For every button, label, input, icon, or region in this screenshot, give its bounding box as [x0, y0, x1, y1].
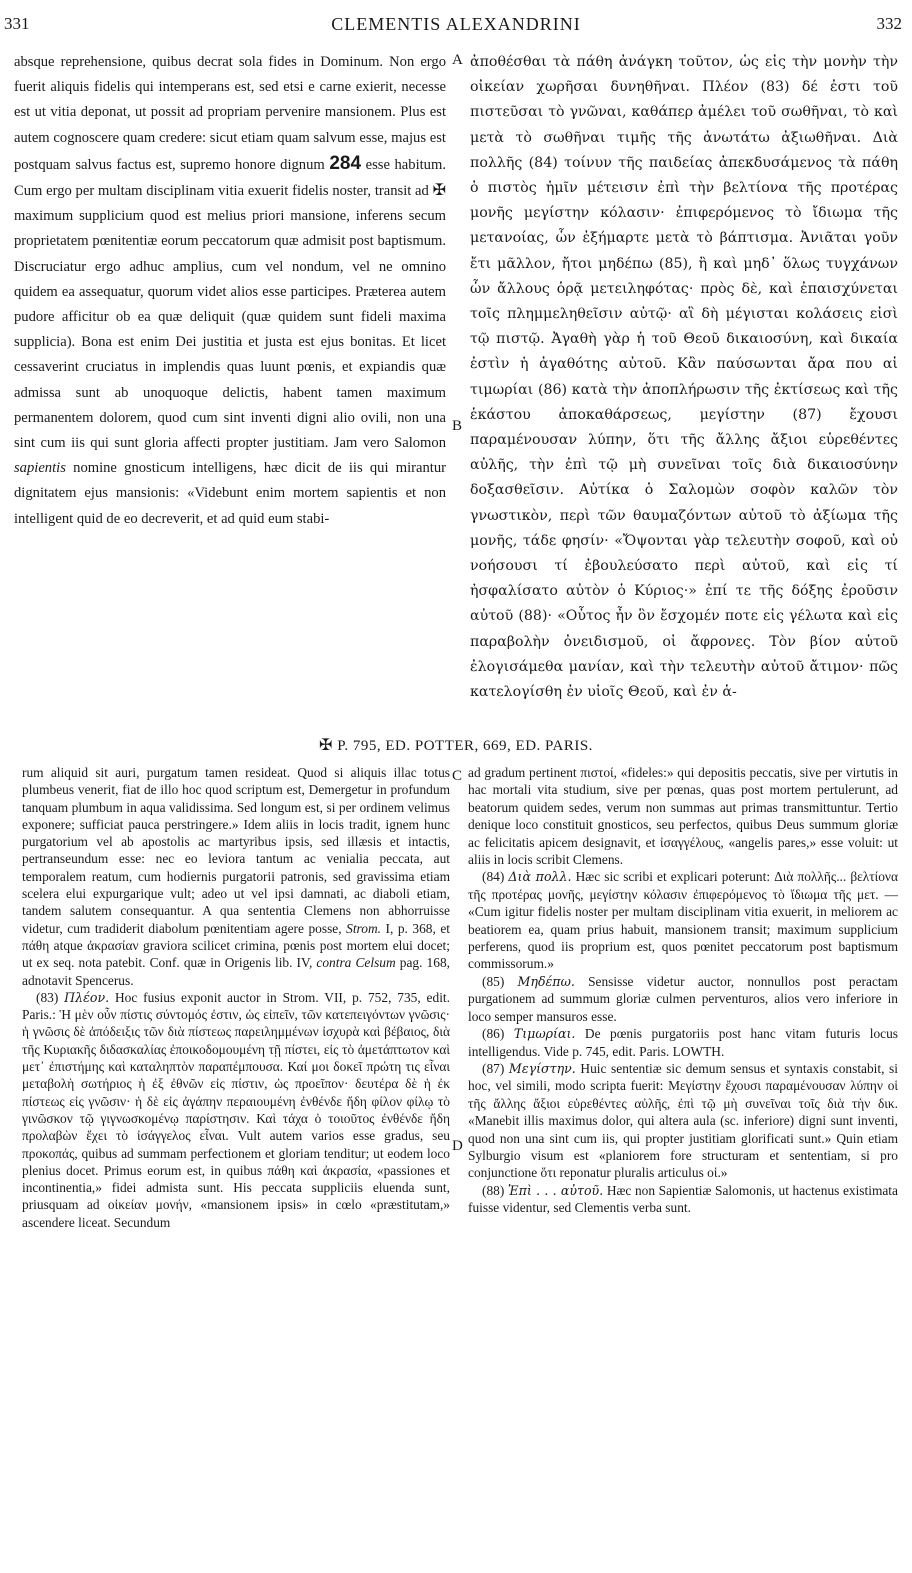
- footnote-text: Hæc non Sapientiæ Salomonis, ut hactenus existimata fuisse videntur, sed Clementis verba sunt.: [468, 1182, 898, 1216]
- footnote-87: [468, 1060, 898, 1182]
- footnote-number: (84): [482, 869, 505, 885]
- section-marker-b: B: [452, 418, 463, 434]
- note-italic: contra Celsum: [316, 955, 396, 971]
- footnote-84: [468, 868, 898, 972]
- footnote-lemma: Τιμωρίαι.: [513, 1026, 576, 1042]
- latin-paragraph: [14, 50, 446, 532]
- footnote-continuation: [22, 764, 450, 989]
- latin-text-part-4: nomine gnosticum intelligens, hæc dicit de iis qui mirantur dignitatem ejus mansionis: «Videbunt enim mortem sapientis et non intelligent quid de eo decreverit, et ad quid eum stabi-: [14, 460, 446, 527]
- section-marker-c: C: [452, 768, 463, 784]
- footnote-83: [22, 989, 450, 1231]
- note-text: pag. 168, adnotavit Spencerus.: [22, 955, 450, 988]
- edition-page-number: 284: [329, 152, 362, 174]
- note-italic: Strom.: [346, 920, 381, 936]
- footnote-number: (83): [36, 989, 59, 1005]
- footnote-85: [468, 973, 898, 1025]
- latin-text-part-1: absque reprehensione, quibus decrat sola fides in Dominum. Non ergo fuerit aliquis fidelis qui intemperans est, sed etsi e carne exierit, necesse est ut vitia deponat, ut possit ad propriam pervenire mansionem. Plus est autem cognoscere quam credere: sicut etiam quam salvum esse, majus est postquam salvus factus est, supremo honore dignum: [14, 54, 446, 173]
- footnote-lemma: Πλέον.: [64, 989, 110, 1005]
- latin-text-part-2: esse habitum. Cum ergo per multam disciplinam vitia exuerit fidelis noster, transit ad: [14, 156, 446, 200]
- footnote-number: (86): [482, 1026, 505, 1042]
- running-header: [0, 14, 912, 40]
- latin-text-part-3: maximum supplicium quod est melius priori mansione, inferens secum proprietatem pœnitentiæ eorum peccatorum quæ admisit post baptismum. Discruciatur ergo adhuc amplius, cum vel nondum, vel ne omnino quidem ea assequatur, quorum videt alios esse participes. Præterea autem pudore afficitur ob ea quæ deliquit (quæ quidem sunt fideli maxima supplicia). Bona est enim Dei justitia et justa est ejus bonitas. Et licet cessaverint cruciatus in implendis quas luunt pœnis, et expiandis quæ admissa sunt ab unoquoque delictis, habent tamen maximum permanentem dolorem, quod cum sint inventi digni alio ovili, non una sint cum iis qui sunt gloria affecti propter justitiam. Jam vero Salomon: [14, 208, 446, 452]
- footnotes-left-column: [22, 764, 450, 1544]
- footnotes-right-column: [468, 764, 898, 1544]
- footnote-number: (85): [482, 973, 505, 989]
- running-title: CLEMENTIS ALEXANDRINI: [331, 14, 581, 34]
- footnote-88: [468, 1182, 898, 1217]
- footnote-text: De pœnis purgatoriis post hanc vitam futuris locus intelligendus. Vide p. 745, edit. Paris. LOWTH.: [468, 1026, 898, 1059]
- note-text: rum aliquid sit auri, purgatum tamen resideat. Quod si aliquis illac totus plumbeus venerit, fiat de illo hoc quod scriptum est, Demergetur in profundum tanquam plumbum in aqua validissima. Sed longum est, si per ordinem velimus exponere; sufficiat pauca perstringere.» Idem aliis in locis tradit, ignem hunc purgatorium vel ab apostolis ac martyribus ipsis, sed illæsis et intactis, pertranseundum esse: nec eo leviora tantum ac venialia peccata, aut temporalem reatum, cum hodiernis purgatorii patronis, sed gravissima etiam scelera elui expurgarique vult; adeo ut vel ipsi damnati, ac diaboli etiam, tandem salutem consequantur. A qua sententia Clemens non abhorruisse videtur, cum tradiderit diabolum pœnitentiam agere posse,: [22, 765, 450, 936]
- footnote-number: (88): [482, 1182, 505, 1198]
- footnote-continuation: ad gradum pertinent πιστοί, «fideles:» qui depositis peccatis, sive per virtutis in hac mortali vita studium, sive per pœnas, quas post mortem pertulerunt, ad beatorum quidem sedes, verum non summas aut primas transmittuntur. Tertio denique loco constituit gnosticos, seu perfectos, quibus Deus summum gloriæ ac felicitatis apicem designavit, et ἰσαγγέλους, «angelis pares,» esse voluit: ut aliis in locis scribit Clemens.: [468, 765, 898, 868]
- section-marker-d: D: [452, 1138, 463, 1154]
- greek-text-column: [470, 50, 898, 730]
- footnote-text: Hoc fusius exponit auctor in Strom. VII, p. 752, 735, edit. Paris.: Ἡ μὲν οὖν πίστις σύντομός ἐστιν, ὡς εἰπεῖν, τῶν κατεπειγόντων γνῶσις· ἡ γνῶσις δὲ ἀπόδειξις τῶν διὰ πίστεως παρειλημμένων ἰσχυρὰ καὶ βέβαιος, διὰ τῆς Κυριακῆς διδασκαλίας ἐποικοδομουμένη τῇ πίστει, εἰς τὸ ἀμετάπτωτον καὶ μετ᾽ ἐπιστήμης καὶ καταληπτὸν παραπέμπουσα. Καί μοι δοκεῖ πρώτη τις εἶναι μεταβολὴ σωτήριος ἡ ἐξ ἐθνῶν εἰς πίστιν, ὡς προεῖπον· δευτέρα δὲ ἡ ἐκ πίστεως εἰς γνῶσιν· ἡ δὲ εἰς ἀγάπην περαιουμένη ἐνθένδε ἤδη φίλον φίλῳ τὸ γινῶσκον τῷ γιγνωσκομένῳ παρίστησιν. Καὶ τάχα ὁ τοιοῦτος ἐνθένδε ἤδη προλαβὼν ἔχει τὸ ἰσάγγελος εἶναι. Vult autem varios esse gradus, seu προκοπάς, quibus ad summam perfectionem et gloriam tenditur; ut eodem loco plenius docet. Primus eorum est, in quibus πάθη καὶ ἀκρασία, «passiones et incontinentia,» fidei admista sunt. His peccata suppliciis eluenda sunt, priusquam ad οἰκείαν μονήν, «mansionem ipsis» in cœlo «præstitutam,» ascendere liceat. Secundum: [22, 989, 450, 1230]
- footnote-number: (87): [482, 1060, 505, 1076]
- footnote-lemma: Μηδέπω.: [517, 973, 575, 989]
- section-marker-a: A: [452, 52, 463, 68]
- footnote-lemma: Ἐπὶ . . . αὐτοῦ.: [507, 1182, 604, 1198]
- cross-mark: ✠: [432, 182, 446, 200]
- edition-reference-line: [0, 735, 912, 755]
- footnote-lemma: Μεγίστην.: [508, 1060, 576, 1076]
- italic-word: sapientis: [14, 460, 66, 477]
- note-text: I, p. 368, et πάθη atque ἀκρασίαν graviora scilicet crimina, pœnis post mortem elui docet; ut ex seq. nota patebit. Conf. quæ in Origenis lib. IV,: [22, 920, 450, 971]
- latin-translation-column: [14, 50, 446, 730]
- footnote-text: Huic sententiæ sic demum sensus et syntaxis constabit, si hoc, vel simili, modo scripta fuerit: Μεγίστην ἔχουσι παραμένουσαν λύπην οἱ τῆς ἄλλης ἄξιοι εὑρεθέντες αὐλῆς, ἐπὶ τῷ μὴ συνεῖναι τοῖς διὰ τὴν δικ. «Manebit illis maximus dolor, qui altera aula (sc. inferiore) digni sunt inventi, quod non una sint cum iis, qui propter justitiam glorificati sunt.» Quin etiam Sylburgio visum est «planiorem fore structuram et sententiam, si pro conjunctione ὅτι reponatur pluralis articulus οἱ.»: [468, 1060, 898, 1181]
- right-page-number: 332: [876, 14, 902, 33]
- left-page-number: 331: [4, 14, 30, 33]
- edition-reference: P. 795, ED. POTTER, 669, ED. PARIS.: [337, 738, 593, 754]
- footnote-text: Sensisse videtur auctor, nonnullos post peractam purgationem ad summum gloriæ culmen perventuros, alios vero inferiore in loco semper mansuros esse.: [468, 973, 898, 1024]
- greek-paragraph: ἀποθέσθαι τὰ πάθη ἀνάγκη τοῦτον, ὡς εἰς τὴν μονὴν τὴν οἰκείαν χωρῆσαι δυνηθῆναι. Πλέον (83) δέ ἐστι τοῦ πιστεῦσαι τὸ γνῶναι, καθάπερ ἀμέλει τοῦ σωθῆναι, τὸ καὶ μετὰ τὸ σωθῆναι τιμῆς τῆς ἀνωτάτω ἀξιωθῆναι. Διὰ πολλῆς (84) τοίνυν τῆς παιδείας ἀπεκδυσάμενος τὰ πάθη ὁ πιστὸς ἡμῖν μέτεισιν ἐπὶ τὴν βελτίονα τῆς προτέρας μονῆς μεγίστην κόλασιν· ἐπιφερόμενος τὸ ἴδιωμα τῆς μετανοίας, ὧν ἐξήμαρτε μετὰ τὸ βάπτισμα. Ἀνιᾶται γοῦν ἔτι μᾶλλον, ἤτοι μηδέπω (85), ἢ καὶ μηδ᾽ ὅλως τυγχάνων ὧν ἄλλους ὁρᾷ μετειληφότας· πρὸς δὲ, καὶ ἐπαισχύνεται τοῖς πλημμεληθεῖσιν αὐτῷ· αἳ δὴ μέγισται κολάσεις εἰσὶ τῷ πιστῷ. Ἀγαθὴ γὰρ ἡ τοῦ Θεοῦ δικαιοσύνη, καὶ δικαία ἐστὶν ἡ ἀγαθότης αὐτοῦ. Κἂν παύσωνται ἄρα που αἱ τιμωρίαι (86) κατὰ τὴν ἀποπλήρωσιν τῆς ἐκτίσεως καὶ τῆς ἑκάστου ἀποκαθάρσεως, μεγίστην (87) ἔχουσι παραμένουσαν λύπην, ὅτι τῆς ἄλλης ἄξιοι εὑρεθέντες αὐλῆς, τὴν ἐπὶ τῷ μὴ συνεῖναι τοῖς διὰ δικαιοσύνην δοξασθεῖσιν. Αὐτίκα ὁ Σαλομὼν σοφὸν καλῶν τὸν γνωστικὸν, περὶ τῶν θαυμαζόντων αὐτοῦ τὸ ἀξίωμα τῆς μονῆς, τάδε φησίν· «Ὄψονται γὰρ τελευτὴν σοφοῦ, καὶ οὐ νοήσουσι τί ἐβουλεύσατο περὶ αὐτοῦ, καὶ εἰς τί ἠσφαλίσατο αὐτὸν ὁ Κύριος·» ἐπί τε τῆς δόξης ἐροῦσιν αὐτοῦ (88)· «Οὗτος ἦν ὃν ἔσχομέν ποτε εἰς γέλωτα καὶ εἰς παραβολὴν ὀνειδισμοῦ, οἱ ἄφρονες. Τὸν βίον αὐτοῦ ἐλογισάμεθα μανίαν, καὶ τὴν τελευτὴν αὐτοῦ ἄτιμον· πῶς κατελογίσθη ἐν υἱοῖς Θεοῦ, καὶ ἐν ἁ-: [470, 54, 898, 701]
- cross-mark: ✠: [319, 737, 333, 754]
- footnote-lemma: Διὰ πολλ.: [508, 869, 572, 885]
- footnote-86: [468, 1025, 898, 1060]
- footnote-text: Hæc sic scribi et explicari poterunt: Διὰ πολλῆς... βελτίονα τῆς προτέρας μονῆς, μεγίστην κόλασιν ἐπιφερόμενος τὸ ἴδιωμα τῆς μετ. — «Cum igitur fidelis noster per multam disciplinam vitia exuerit, in meliorem ac beatiorem ea, quam prius habuit, mansionem transit; maximum supplicium perferens, quod iis proprium est, quos pœnitet peccatorum post baptismum commissorum.»: [468, 869, 898, 972]
